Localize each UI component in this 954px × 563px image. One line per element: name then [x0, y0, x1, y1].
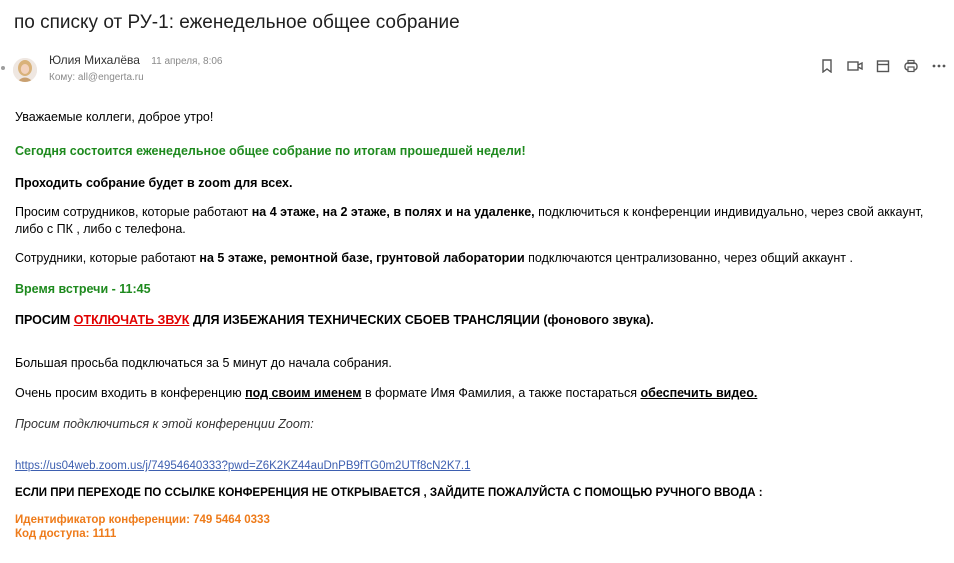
individual-connect-note [15, 204, 930, 238]
recipient-line: Кому: all@engerta.ru [49, 72, 144, 83]
ask-1-post: подключиться к конференции индивидуально, через свой аккаунт, либо с ПК , либо с телефона. [15, 205, 924, 236]
reply-icon[interactable] [846, 57, 864, 75]
ask-1-bold: на 4 этаже, на 2 этаже, в полях и на удаленке, [251, 205, 535, 219]
zoom-invite: Просим подключиться к этой конференции Zoom: [15, 417, 314, 431]
ask-2-bold: на 5 этаже, ремонтной базе, грунтовой лаборатории [199, 251, 525, 265]
name-pre: Очень просим входить в конференцию [15, 386, 246, 400]
message-actions [818, 57, 948, 75]
meeting-time: Время встречи - 11:45 [15, 282, 151, 296]
more-icon[interactable] [930, 57, 948, 75]
access-code: Код доступа: 1111 [15, 528, 117, 540]
zoom-link[interactable]: https://us04web.zoom.us/j/74954640333?pwd=Z6K2KZ44auDnPB9fTG0m2UTf8cN2K7.1 [15, 460, 471, 472]
ask-2-pre: Сотрудники, которые работают [15, 251, 200, 265]
mute-note [15, 312, 654, 329]
greeting: Уважаемые коллеги, доброе утро! [15, 110, 214, 124]
central-connect-note [15, 250, 853, 267]
ask-2-post: подключаются централизованно, через общий аккаунт . [524, 251, 853, 265]
today-note: Сегодня состоится еженедельное общее собрание по итогам прошедшей недели! [15, 144, 526, 158]
unread-dot [1, 66, 5, 70]
conference-id: Идентификатор конференции: 749 5464 0333 [15, 514, 270, 526]
ask-1-pre: Просим сотрудников, которые работают [15, 205, 252, 219]
name-mid: в формате Имя Фамилия, а также постараться [361, 386, 641, 400]
mute-red: ОТКЛЮЧАТЬ ЗВУК [73, 313, 190, 327]
calendar-icon[interactable] [874, 57, 892, 75]
zoom-all-note: Проходить собрание будет в zoom для всех. [15, 176, 293, 190]
name-underlined: под своим именем [245, 386, 362, 400]
sender-avatar[interactable] [13, 58, 37, 82]
video-underlined: обеспечить видео. [640, 386, 758, 400]
sent-date: 11 апреля, 8:06 [151, 56, 223, 67]
manual-entry-note: ЕСЛИ ПРИ ПЕРЕХОДЕ ПО ССЫЛКЕ КОНФЕРЕНЦИЯ НЕ ОТКРЫВАЕТСЯ , ЗАЙДИТЕ ПОЖАЛУЙСТА С ПОМОЩЬЮ РУЧНОГО ВВОДА : [15, 487, 763, 499]
sender-name[interactable]: Юлия Михалёва [49, 53, 140, 67]
name-video-note [15, 385, 757, 402]
mute-post: ДЛЯ ИЗБЕЖАНИЯ ТЕХНИЧЕСКИХ СБОЕВ ТРАНСЛЯЦИИ (фонового звука). [189, 313, 654, 327]
print-icon[interactable] [902, 57, 920, 75]
early-note: Большая просьба подключаться за 5 минут до начала собрания. [15, 356, 392, 370]
bookmark-icon[interactable] [818, 57, 836, 75]
email-subject: по списку от РУ-1: еженедельное общее собрание [14, 12, 460, 33]
mute-pre: ПРОСИМ [15, 313, 74, 327]
sender-line [49, 53, 223, 67]
